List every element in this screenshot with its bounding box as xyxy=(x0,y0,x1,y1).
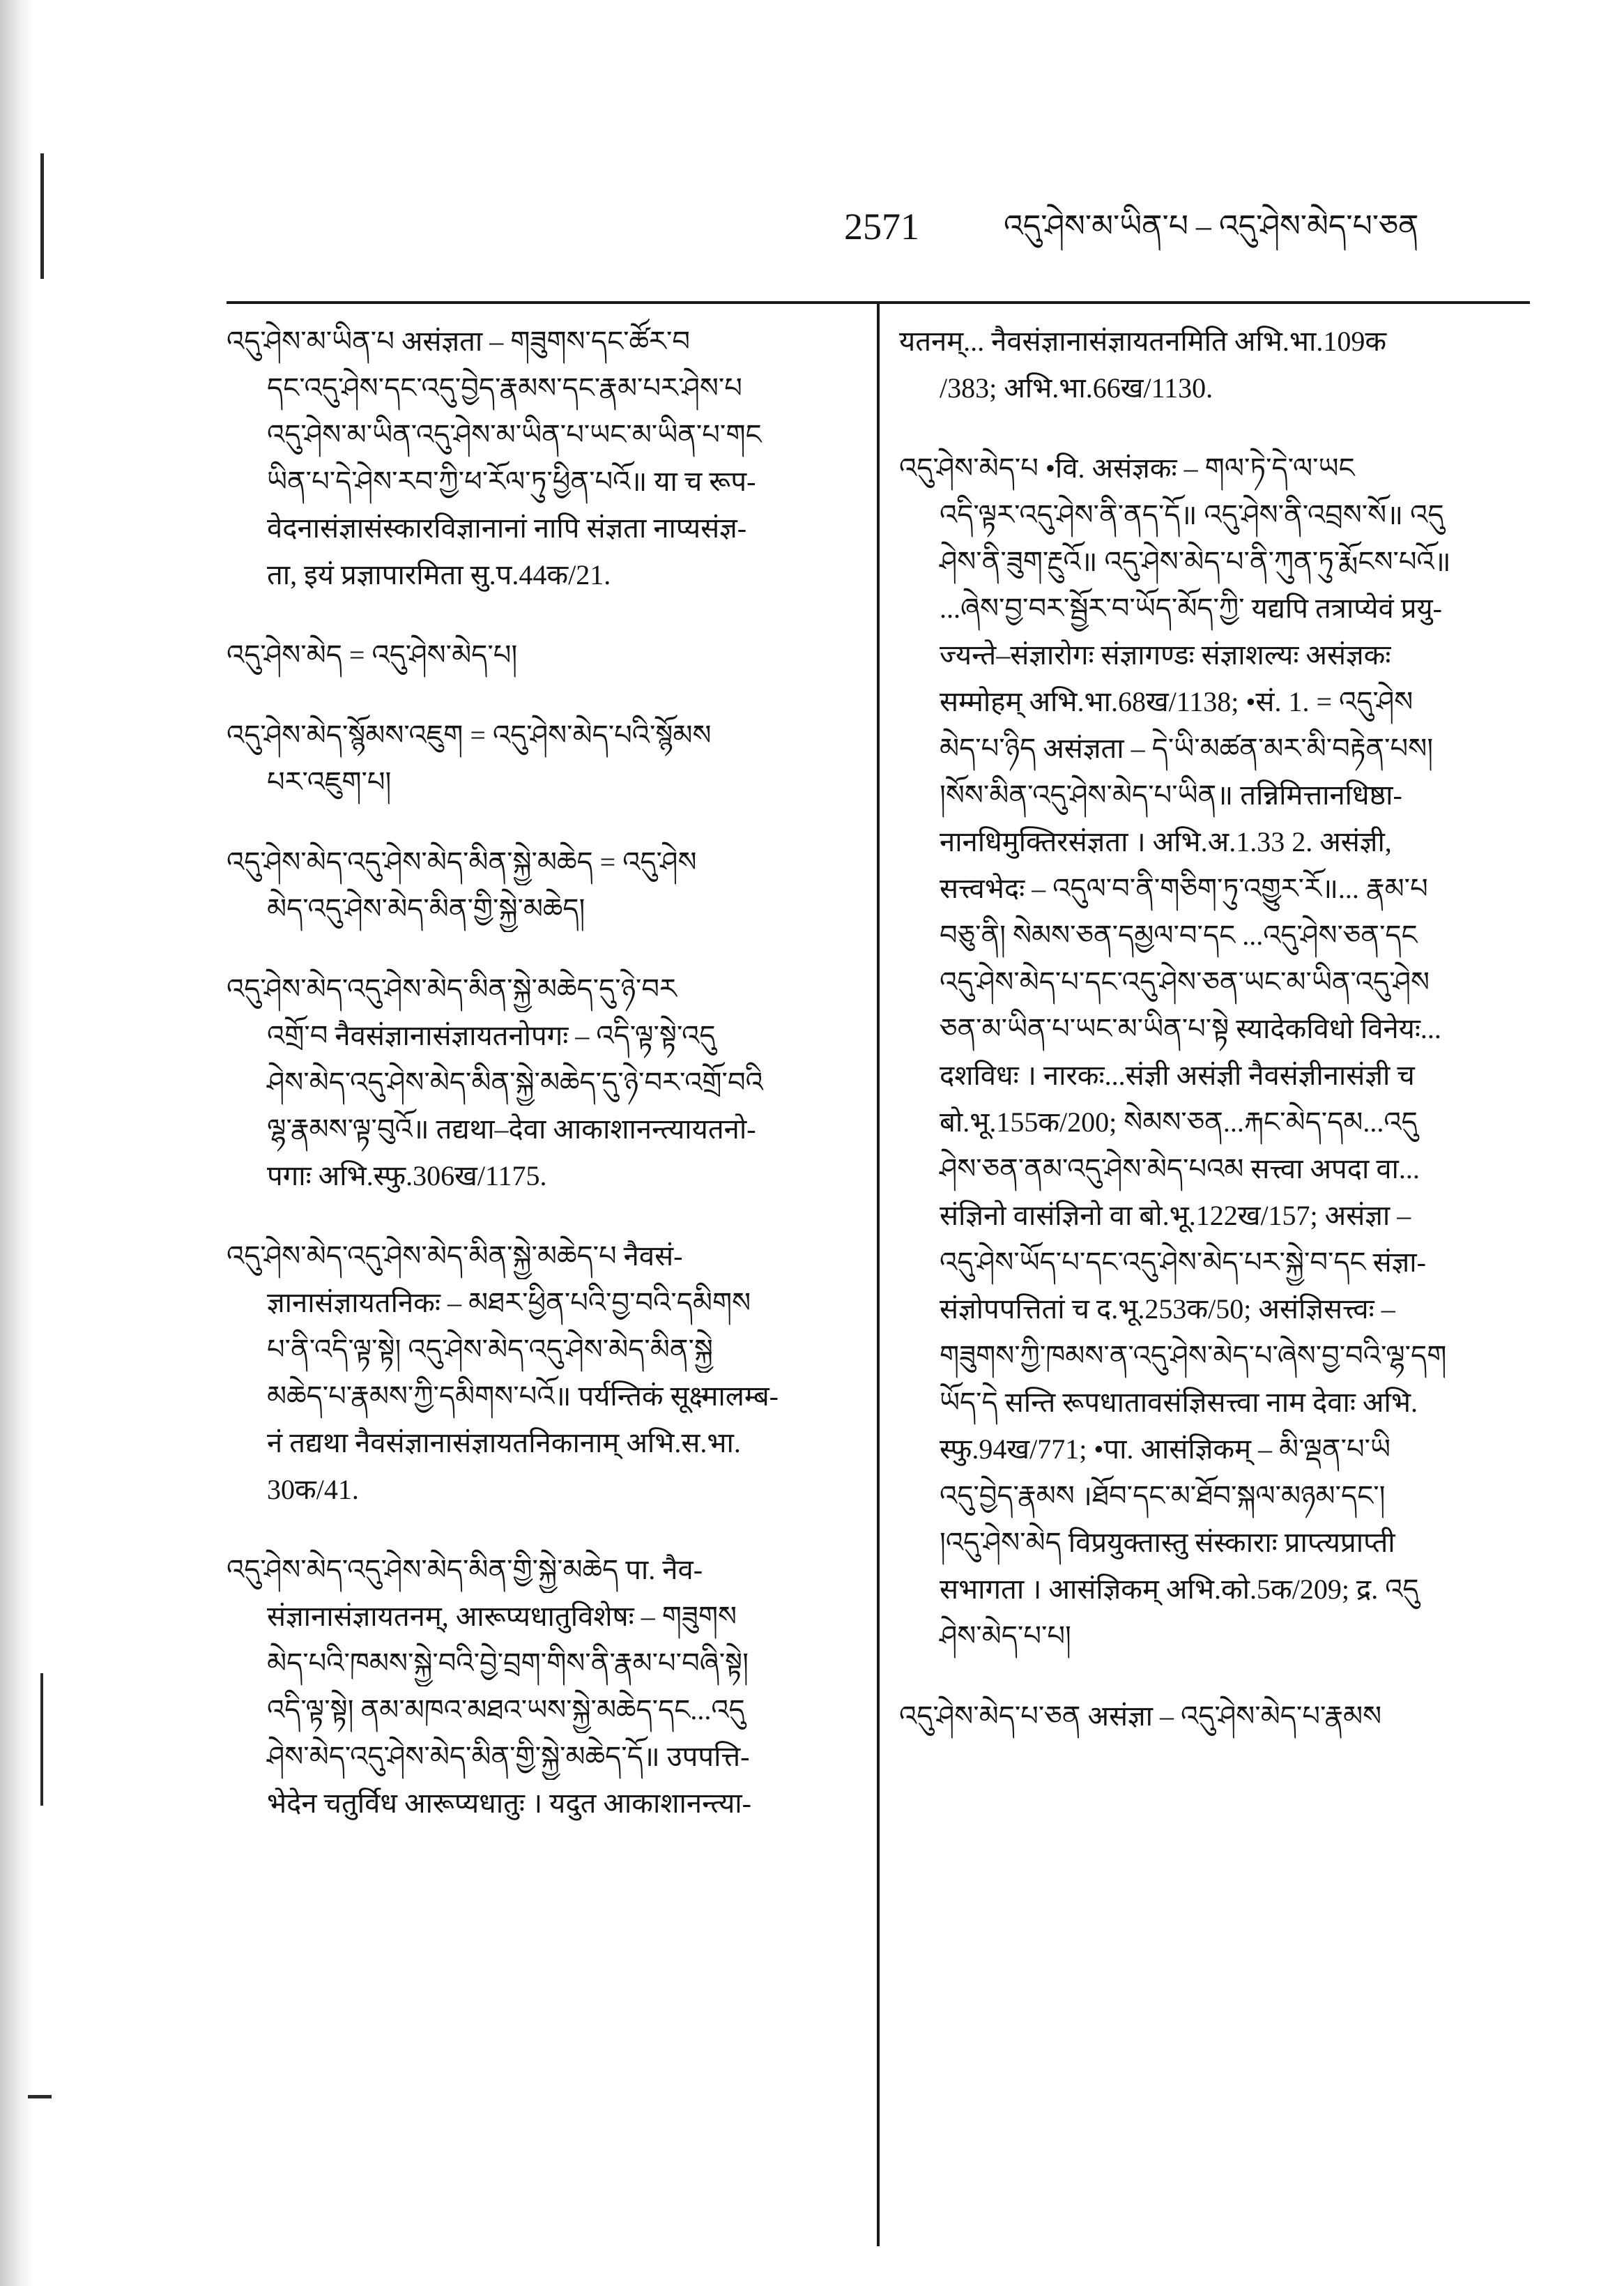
running-head: འདུ་ཤེས་མ་ཡིན་པ – འདུ་ཤེས་མེད་པ་ཅན xyxy=(1004,209,1419,243)
entry-line: ...ཞེས་བྱ་བར་སྦྱོར་བ་ཡོད་མོད་ཀྱི་ यद्यपि तत्राप्येवं प्रयु- xyxy=(940,593,1442,624)
entry-line: ཅན་མ་ཡིན་པ་ཡང་མ་ཡིན་པ་སྟེ स्यादेकविधो विनेयः... xyxy=(940,1013,1441,1044)
entry-line: सभागता । आसंज्ञिकम् अभि.को.5क/209; द्र. འདུ xyxy=(940,1573,1419,1605)
entry-line: འདི་ལྟ་སྟེ། ནམ་མཁའ་མཐའ་ཡས་སྐྱེ་མཆེད་དང...འདུ xyxy=(267,1694,745,1725)
entry-line: འདུ་ཤེས་ཡོད་པ་དང་འདུ་ཤེས་མེད་པར་སྐྱེ་བ་དང संज्ञा- xyxy=(940,1247,1426,1278)
entry-line: वेदनासंज्ञासंस्कारविज्ञानानां नापि संज्ञता नाप्यसंज्ञ- xyxy=(267,512,747,544)
entry-line: बो.भू.155क/200; སེམས་ཅན...རྐང་མེད་དམ...འདུ xyxy=(940,1106,1418,1138)
entry-headline: यतनम्... नैवसंज्ञानासंज्ञायतनमिति अभि.भा.109क xyxy=(899,326,1387,357)
entry-line: འགྲོ་བ नैवसंज्ञानासंज्ञायतनोपगः – འདི་ལྟ་སྟེ་འདུ xyxy=(267,1020,716,1051)
entry-line: नानधिमुक्तिरसंज्ञता । अभि.अ.1.33 2. असंज्ञी, xyxy=(940,826,1392,858)
entry-line: ཡིན་པ་དེ་ཤེས་རབ་ཀྱི་ཕ་རོལ་ཏུ་ཕྱིན་པའོ॥ या च रूप- xyxy=(267,466,756,497)
entry-line: འདི་ལྟར་འདུ་ཤེས་ནི་ནད་དོ॥ འདུ་ཤེས་ནི་འབྲས་སོ॥ འདུ xyxy=(940,499,1444,531)
dictionary-entry xyxy=(227,1233,861,1513)
entry-line: नं तद्यथा नैवसंज्ञानासंज्ञायतनिकानाम् अभि.स.भा. xyxy=(267,1427,741,1458)
entry-line: सम्मोहम् अभि.भा.68ख/1138; •सं. 1. = འདུ་ཤེས xyxy=(940,686,1414,717)
dictionary-entry xyxy=(227,839,861,932)
entry-line: ལྷ་རྣམས་ལྟ་བུའོ॥ तद्यथा–देवा आकाशानन्त्यायतनो- xyxy=(267,1113,756,1145)
entry-headline: འདུ་ཤེས་མེད་འདུ་ཤེས་མེད་མིན་སྐྱེ་མཆེད་པ नैवसं- xyxy=(227,1240,683,1272)
entry-line: संज्ञोपपत्तितां च द.भू.253क/50; असंज्ञिसत्त्वः – xyxy=(940,1293,1395,1325)
entry-line: भेदेन चतुर्विध आरूप्यधातुः । यदुत आकाशानन्त्या- xyxy=(267,1788,751,1819)
entry-line: དང་འདུ་ཤེས་དང་འདུ་བྱེད་རྣམས་དང་རྣམ་པར་ཤེས་པ xyxy=(267,372,742,404)
margin-mark xyxy=(40,1673,43,1806)
entry-line: संज्ञिनो वासंज्ञिनो वा बो.भू.122ख/157; असंज्ञा – xyxy=(940,1200,1411,1231)
left-column xyxy=(227,318,861,2242)
entry-line: ज्यन्ते–संज्ञारोगः संज्ञागण्डः संज्ञाशल्यः असंज्ञकः xyxy=(940,639,1391,671)
dictionary-entry xyxy=(899,445,1530,1659)
dictionary-entry xyxy=(899,318,1530,411)
entry-line: མེད་པའི་ཁམས་སྐྱེ་བའི་བྱེ་བྲག་གིས་ནི་རྣམ་པ་བཞི་སྟེ། xyxy=(267,1647,749,1679)
entry-line: འདུ་བྱེད་རྣམས ।ཐོབ་དང་མ་ཐོབ་སྐལ་མཉམ་དང་། xyxy=(940,1480,1386,1511)
dictionary-entry xyxy=(227,632,861,678)
entry-line: ཤེས་མེད་པ་པ། xyxy=(940,1620,1071,1652)
scan-edge-shadow xyxy=(0,0,33,2286)
margin-mark xyxy=(28,2095,52,2098)
entry-headline: འདུ་ཤེས་མེད = འདུ་ཤེས་མེད་པ། xyxy=(227,639,518,671)
entry-line: འདུ་ཤེས་མེད་པ་དང་འདུ་ཤེས་ཅན་ཡང་མ་ཡིན་འདུ་ཤེས xyxy=(940,966,1430,998)
entry-headline: འདུ་ཤེས་མེད་འདུ་ཤེས་མེད་མིན་སྐྱེ་མཆེད = འདུ་ཤེས xyxy=(227,846,697,878)
entry-line: ཤེས་མེད་འདུ་ཤེས་མེད་མིན་གྱི་སྐྱེ་མཆེད་དོ॥ उपपत्ति- xyxy=(267,1741,750,1772)
entry-line: མེད་འདུ་ཤེས་མེད་མིན་གྱི་སྐྱེ་མཆེད། xyxy=(267,893,585,924)
entry-line: ཡོད་དེ सन्ति रूपधातावसंज्ञिसत्त्वा नाम देवाः अभि. xyxy=(940,1387,1418,1418)
entry-line: स्फु.94ख/771; •पा. आसंज्ञिकम् – མི་ལྡན་པ་ཡི xyxy=(940,1433,1391,1465)
entry-line: ཤེས་ཅན་ནམ་འདུ་ཤེས་མེད་པའམ सत्त्वा अपदा वा... xyxy=(940,1153,1420,1184)
entry-line: दशविधः । नारकः...संज्ञी असंज्ञी नैवसंज्ञीनासंज्ञी च xyxy=(940,1060,1415,1091)
entry-headline: འདུ་ཤེས་མེད་པ •वि. असंज्ञकः – གལ་ཏེ་དེ་ལ་ཡང xyxy=(899,452,1355,484)
entry-line: ཤེས་ནི་ཟུག་རྔུའོ॥ འདུ་ཤེས་མེད་པ་ནི་ཀུན་ཏུ་རྨོངས་པའོ॥ xyxy=(940,546,1451,577)
dictionary-entry xyxy=(899,1693,1530,1739)
entry-line: པ་ནི་འདི་ལྟ་སྟེ། འདུ་ཤེས་མེད་འདུ་ཤེས་མེད་མིན་སྐྱེ xyxy=(267,1334,713,1365)
entry-headline: འདུ་ཤེས་མེད་འདུ་ཤེས་མེད་མིན་སྐྱེ་མཆེད་དུ་ཉེ་བར xyxy=(227,973,677,1005)
entry-line: ཤེས་མེད་འདུ་ཤེས་མེད་མིན་སྐྱེ་མཆེད་དུ་ཉེ་བར་འགྲོ་བའི xyxy=(267,1067,763,1098)
entry-headline: འདུ་ཤེས་མེད་འདུ་ཤེས་མེད་མིན་གྱི་སྐྱེ་མཆེད पा. नैव- xyxy=(227,1554,703,1585)
entry-line: सत्त्वभेदः – འདུལ་བ་ནི་གཅིག་ཏུ་འགྱུར་རོ॥... རྣམ་པ xyxy=(940,873,1428,904)
dictionary-entry xyxy=(227,966,861,1199)
entry-line: संज्ञानासंज्ञायतनम्, आरूप्यधातुविशेषः – གཟུགས xyxy=(267,1601,737,1632)
dictionary-entry xyxy=(227,712,861,805)
entry-headline: འདུ་ཤེས་མེད་སྙོམས་འཇུག = འདུ་ཤེས་མེད་པའི་སྙོམས xyxy=(227,719,712,751)
entry-line: མེད་པ་ཉིད असंज्ञता – དེ་ཡི་མཚན་མར་མི་བརྟེན་པས། xyxy=(940,733,1434,764)
entry-line: གཟུགས་ཀྱི་ཁམས་ན་འདུ་ཤེས་མེད་པ་ཞེས་བྱ་བའི་ལྷ་དག xyxy=(940,1340,1447,1371)
entry-line: 30क/41. xyxy=(267,1474,359,1505)
entry-line: མཆེད་པ་རྣམས་ཀྱི་དམིགས་པའོ॥ पर्यन्तिकं सूक्ष्मालम्ब- xyxy=(267,1380,779,1412)
entry-headline: འདུ་ཤེས་མ་ཡིན་པ असंज्ञता – གཟུགས་དང་ཚོར་བ xyxy=(227,326,690,357)
entry-line: པར་འཇུག་པ། xyxy=(267,766,392,798)
entry-line: ता, इयं प्रज्ञापारमिता सु.प.44क/21. xyxy=(267,559,611,590)
page-number: 2571 xyxy=(844,206,919,247)
dictionary-entry xyxy=(227,1546,861,1827)
column-divider xyxy=(877,301,880,2246)
entry-line: पगाः अभि.स्फु.306ख/1175. xyxy=(267,1160,547,1191)
right-column xyxy=(899,318,1530,2242)
entry-line: ज्ञानासंज्ञायतनिकः – མཐར་ཕྱིན་པའི་བྱ་བའི་དམིགས xyxy=(267,1287,751,1318)
entry-line: །སོས་མིན་འདུ་ཤེས་མེད་པ་ཡིན॥ तन्निमित्तानधिष्ठा- xyxy=(940,779,1402,811)
dictionary-entry xyxy=(227,318,861,598)
entry-line: །འདུ་ཤེས་མེད विप्रयुक्तास्तु संस्काराः प्राप्त्यप्राप्ती xyxy=(940,1527,1395,1558)
entry-headline: འདུ་ཤེས་མེད་པ་ཅན असंज्ञा – འདུ་ཤེས་མེད་པ་རྣམས xyxy=(899,1700,1382,1732)
entry-line: འདུ་ཤེས་མ་ཡིན་འདུ་ཤེས་མ་ཡིན་པ་ཡང་མ་ཡིན་པ་གང xyxy=(267,419,762,450)
entry-line: བཅུ་ནི། སེམས་ཅན་དམྱལ་བ་དང ...འདུ་ཤེས་ཅན་དང xyxy=(940,920,1418,951)
margin-mark xyxy=(40,153,44,279)
entry-line: /383; अभि.भा.66ख/1130. xyxy=(940,372,1213,404)
